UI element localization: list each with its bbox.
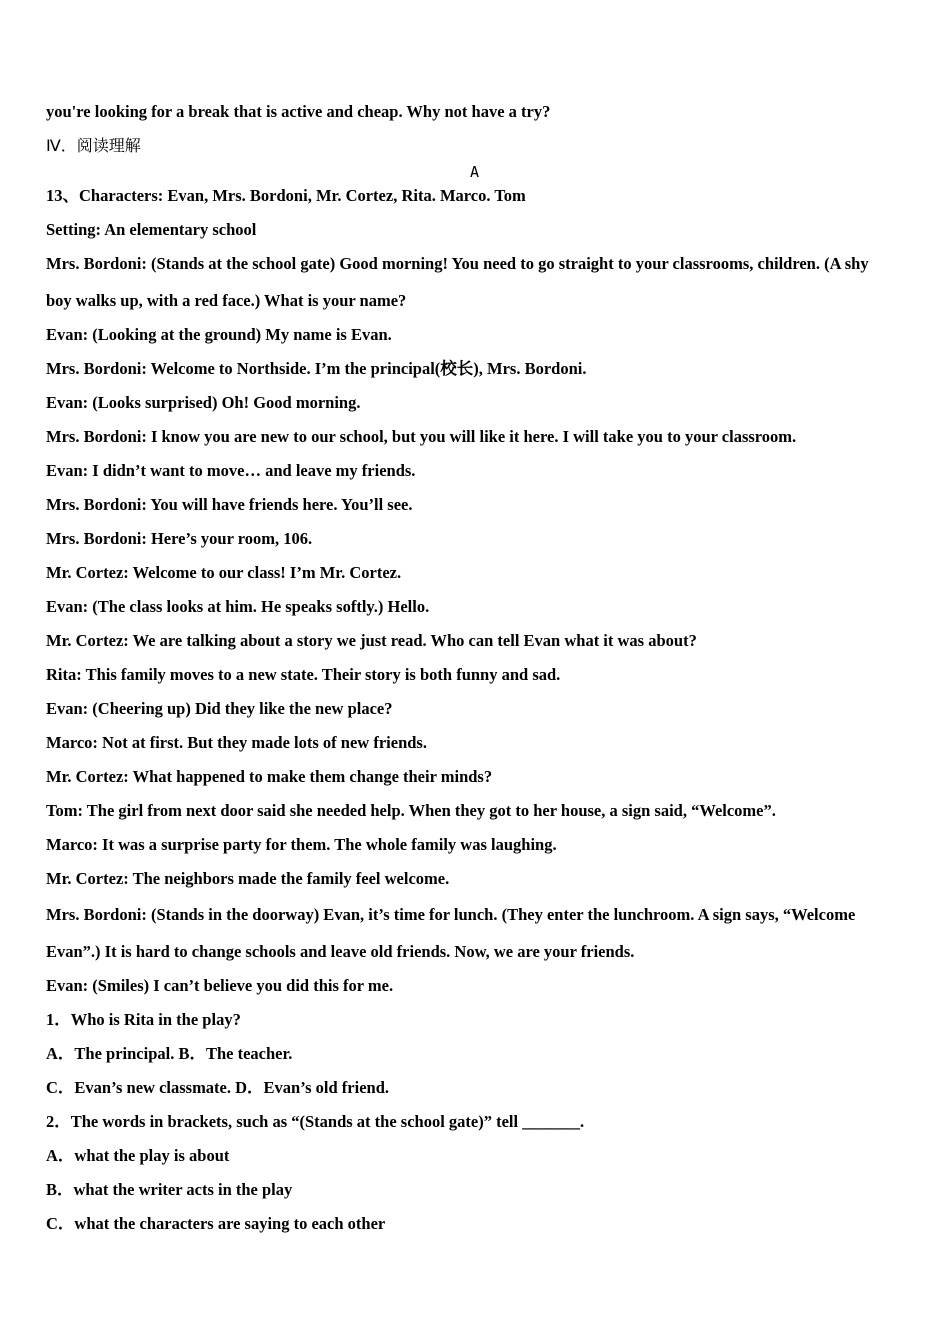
passage-label: A <box>470 163 480 181</box>
dialogue-line: boy walks up, with a red face.) What is your name? <box>46 291 407 310</box>
question-2-option-a: A．what the play is about <box>46 1146 230 1165</box>
dialogue-line: Mr. Cortez: We are talking about a story we just read. Who can tell Evan what it was about? <box>46 631 697 650</box>
question-2-stem: 2．The words in brackets, such as “(Stands at the school gate)” tell _______. <box>46 1112 585 1131</box>
question-1-options-ab: A．The principal. B．The teacher. <box>46 1044 293 1063</box>
dialogue-line: Mrs. Bordoni: (Stands in the doorway) Evan, it’s time for lunch. (They enter the lunchroom. A sign says, “Welcome <box>46 905 856 924</box>
question-1-options-cd: C．Evan’s new classmate. D．Evan’s old friend. <box>46 1078 389 1097</box>
dialogue-line: Mrs. Bordoni: Here’s your room, 106. <box>46 529 313 548</box>
passage-setting: Setting: An elementary school <box>46 220 257 239</box>
dialogue-line: Evan: (Smiles) I can’t believe you did this for me. <box>46 976 394 995</box>
question-2-option-b: B．what the writer acts in the play <box>46 1180 293 1199</box>
dialogue-line: Evan: (Looks surprised) Oh! Good morning. <box>46 393 361 412</box>
dialogue-line: Tom: The girl from next door said she needed help. When they got to her house, a sign said, “Welcome”. <box>46 801 776 820</box>
dialogue-line: Mrs. Bordoni: I know you are new to our school, but you will like it here. I will take you to your classroom. <box>46 427 797 446</box>
dialogue-line: Evan: (The class looks at him. He speaks softly.) Hello. <box>46 597 430 616</box>
dialogue-line: Marco: It was a surprise party for them. The whole family was laughing. <box>46 835 557 854</box>
dialogue-line: Mrs. Bordoni: (Stands at the school gate) Good morning! You need to go straight to your classrooms, children. (A shy <box>46 254 869 273</box>
intro-tail-text: you're looking for a break that is active and cheap. Why not have a try? <box>46 102 551 121</box>
characters-text: Characters: Evan, Mrs. Bordoni, Mr. Cortez, Rita. Marco. Tom <box>79 186 526 205</box>
dialogue-line: Evan”.) It is hard to change schools and leave old friends. Now, we are your friends. <box>46 942 635 961</box>
dialogue-line: Mr. Cortez: What happened to make them change their minds? <box>46 767 493 786</box>
section-heading: Ⅳ．阅读理解 <box>46 136 141 155</box>
dialogue-line: Rita: This family moves to a new state. Their story is both funny and sad. <box>46 665 561 684</box>
dialogue-line: Mrs. Bordoni: Welcome to Northside. I’m the principal(校长), Mrs. Bordoni. <box>46 359 587 378</box>
dialogue-line: Mr. Cortez: The neighbors made the family feel welcome. <box>46 869 450 888</box>
dialogue-line: Evan: I didn’t want to move… and leave my friends. <box>46 461 416 480</box>
question-2-option-c: C．what the characters are saying to each other <box>46 1214 386 1233</box>
dialogue-line: Marco: Not at first. But they made lots of new friends. <box>46 733 427 752</box>
dialogue-line: Evan: (Cheering up) Did they like the new place? <box>46 699 393 718</box>
dialogue-line: Mrs. Bordoni: You will have friends here. You’ll see. <box>46 495 413 514</box>
question-number: 13、 <box>46 186 79 205</box>
question-1-stem: 1．Who is Rita in the play? <box>46 1010 241 1029</box>
passage-characters <box>46 186 526 206</box>
dialogue-line: Evan: (Looking at the ground) My name is Evan. <box>46 325 392 344</box>
dialogue-line: Mr. Cortez: Welcome to our class! I’m Mr. Cortez. <box>46 563 402 582</box>
